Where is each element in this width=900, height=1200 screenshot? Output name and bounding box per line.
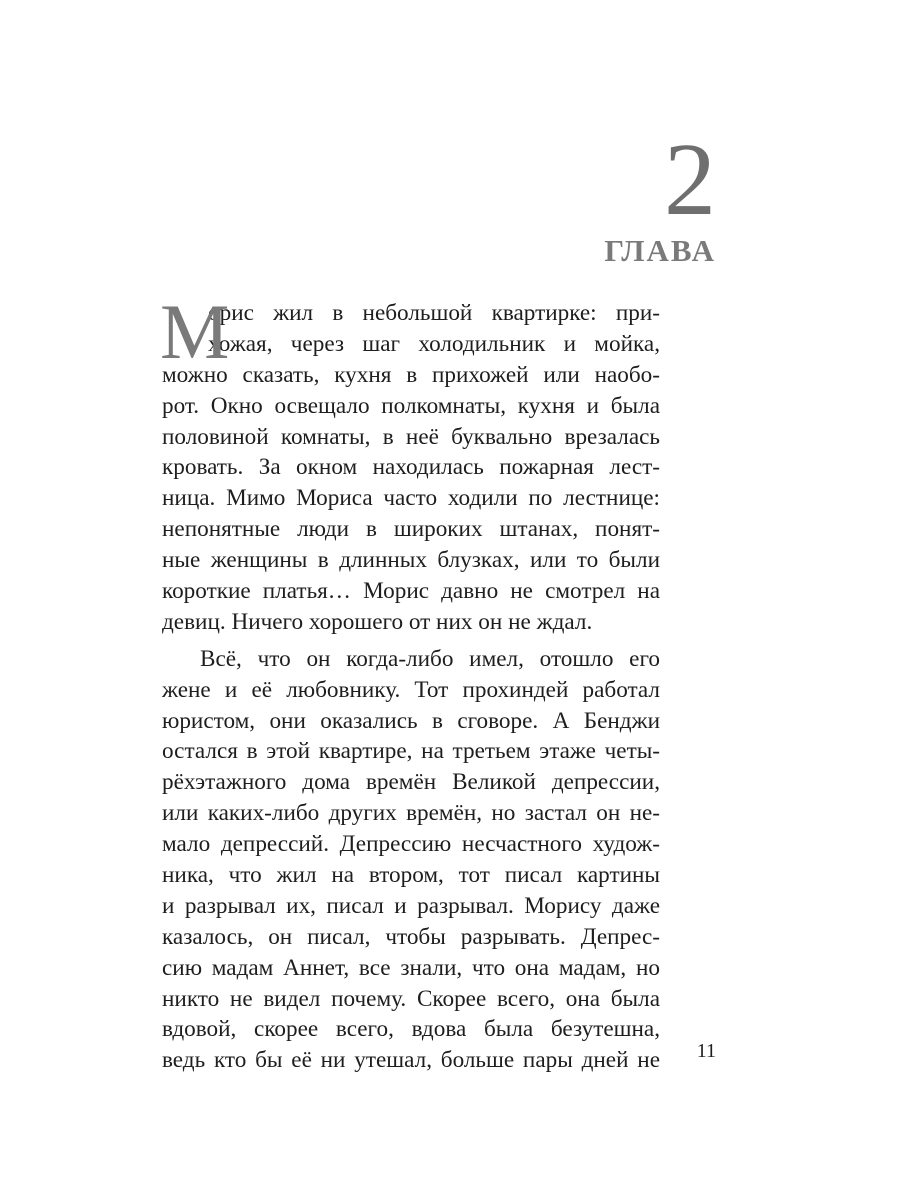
text-line: юристом, они оказались в сговоре. А Бенджи (162, 707, 660, 734)
text-line: кровать. За окном находилась пожарная лест- (162, 454, 660, 481)
text-line: жене и её любовнику. Тот прохиндей работал (162, 676, 660, 703)
text-line: вдовой, скорее всего, вдова была безутешна, (162, 1016, 660, 1043)
text-line: девиц. Ничего хорошего от них он не ждал. (162, 608, 593, 635)
text-line: или каких-либо других времён, но застал он не- (162, 800, 660, 827)
drop-cap: М (160, 288, 230, 375)
text-line: рёхэтажного дома времён Великой депрессии, (162, 769, 660, 796)
text-line: мало депрессий. Депрессию несчастного худож- (162, 831, 660, 858)
page-number: 11 (696, 1040, 716, 1062)
text-line: никто не видел почему. Скорее всего, она была (162, 985, 660, 1012)
text-line: можно сказать, кухня в прихожей или наобо- (162, 361, 660, 388)
body-text (160, 288, 660, 1076)
text-line: казалось, он писал, чтобы разрывать. Депрес- (162, 923, 660, 950)
chapter-number: 2 (664, 122, 716, 237)
text-line: короткие платья… Морис давно не смотрел на (162, 578, 660, 605)
text-line: рот. Окно освещало полкомнаты, кухня и была (162, 392, 660, 419)
text-line: Всё, что он когда-либо имел, отошло его (200, 645, 660, 672)
text-line: ные женщины в длинных блузках, или то были (162, 547, 660, 574)
text-line: и разрывал их, писал и разрывал. Морису даже (162, 892, 660, 919)
chapter-heading: ГЛАВА (604, 233, 716, 268)
text-line: ведь кто бы её ни утешал, больше пары дней не (162, 1047, 660, 1074)
text-line: хожая, через шаг холодильник и мойка, (208, 330, 660, 357)
paragraph-2 (162, 644, 660, 1076)
paragraph-1 (160, 288, 660, 638)
text-line: остался в этой квартире, на третьем этаже четы- (162, 738, 660, 765)
text-line: половиной комнаты, в неё буквально врезалась (162, 423, 660, 450)
text-line: сию мадам Аннет, все знали, что она мадам, но (162, 954, 660, 981)
text-line: ница. Мимо Мориса часто ходили по лестнице: (162, 485, 660, 512)
text-line: ника, что жил на втором, тот писал картины (162, 862, 660, 889)
text-line: орис жил в небольшой квартирке: при- (208, 300, 660, 326)
text-line: непонятные люди в широких штанах, понят- (162, 516, 660, 543)
